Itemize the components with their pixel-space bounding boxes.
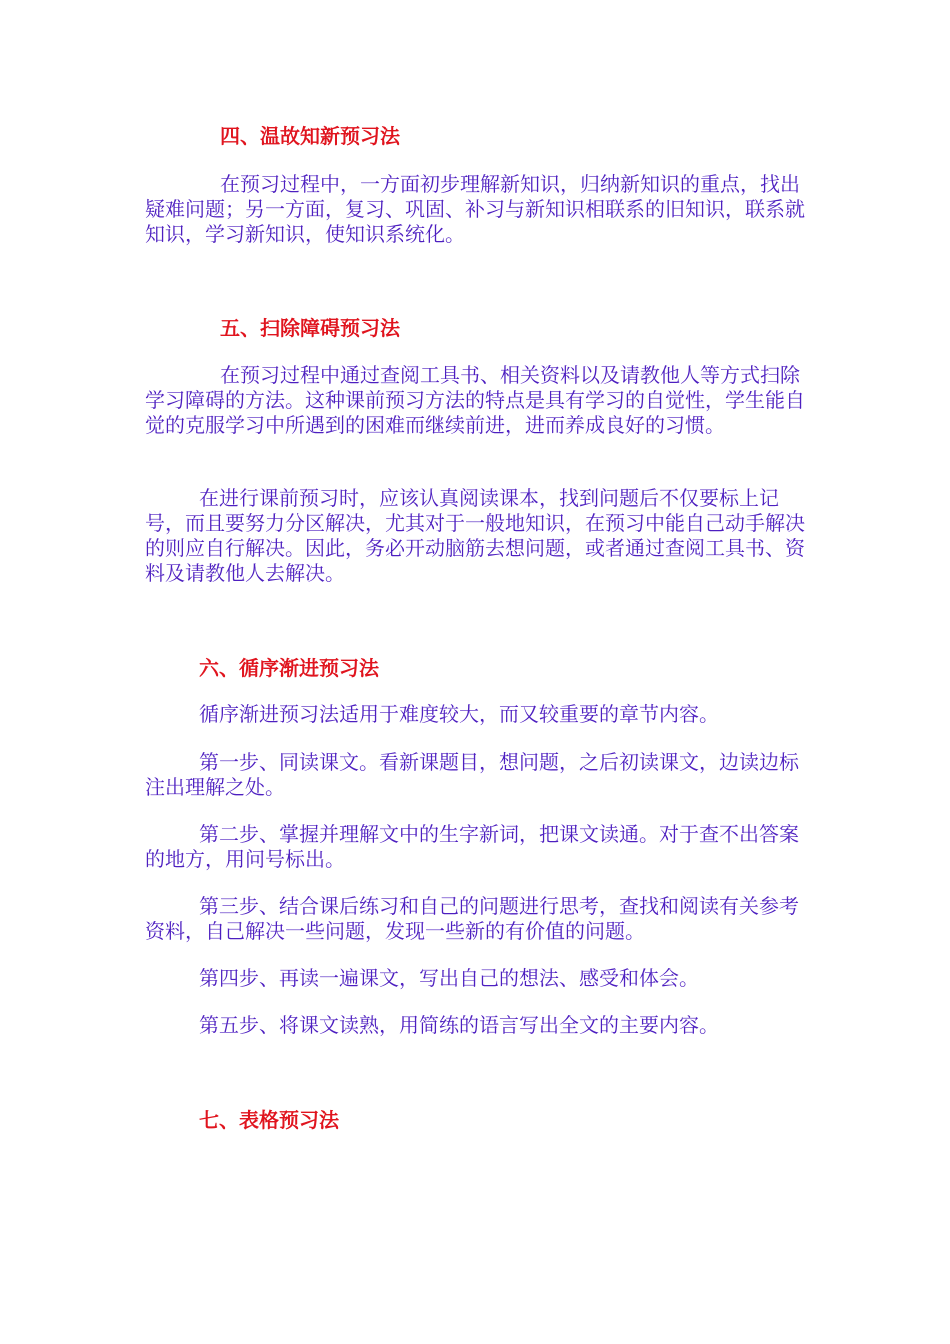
section-4-paragraph: 在预习过程中，一方面初步理解新知识，归纳新知识的重点，找出疑难问题；另一方面，复习、巩固、补习与新知识相联系的旧知识，联系就知识，学习新知识，使知识系统化。	[145, 172, 805, 246]
section-heading-5: 五、扫除障碍预习法	[220, 316, 400, 340]
section-heading-7: 七、表格预习法	[199, 1108, 339, 1132]
section-heading-6: 六、循序渐进预习法	[199, 656, 379, 680]
section-6-step-1: 第一步、同读课文。看新课题目，想问题，之后初读课文，边读边标注出理解之处。	[145, 750, 799, 799]
section-6-step-3: 第三步、结合课后练习和自己的问题进行思考，查找和阅读有关参考资料，自己解决一些问题，发现一些新的有价值的问题。	[145, 894, 799, 943]
section-6-step-5: 第五步、将课文读熟，用简练的语言写出全文的主要内容。	[199, 1013, 719, 1037]
section-5-paragraph-1: 在预习过程中通过查阅工具书、相关资料以及请教他人等方式扫除学习障碍的方法。这种课前预习方法的特点是具有学习的自觉性，学生能自觉的克服学习中所遇到的困难而继续前进，进而养成良好的习惯。	[145, 363, 805, 437]
section-6-step-4: 第四步、再读一遍课文，写出自己的想法、感受和体会。	[199, 966, 699, 990]
section-6-intro: 循序渐进预习法适用于难度较大，而又较重要的章节内容。	[199, 702, 719, 726]
section-6-step-2: 第二步、掌握并理解文中的生字新词，把课文读通。对于查不出答案的地方，用问号标出。	[145, 822, 799, 871]
section-5-paragraph-2: 在进行课前预习时，应该认真阅读课本，找到问题后不仅要标上记号，而且要努力分区解决，尤其对于一般地知识，在预习中能自己动手解决的则应自行解决。因此，务必开动脑筋去想问题，或者通过查阅工具书、资料及请教他人去解决。	[145, 486, 805, 585]
section-heading-4: 四、温故知新预习法	[220, 124, 400, 148]
